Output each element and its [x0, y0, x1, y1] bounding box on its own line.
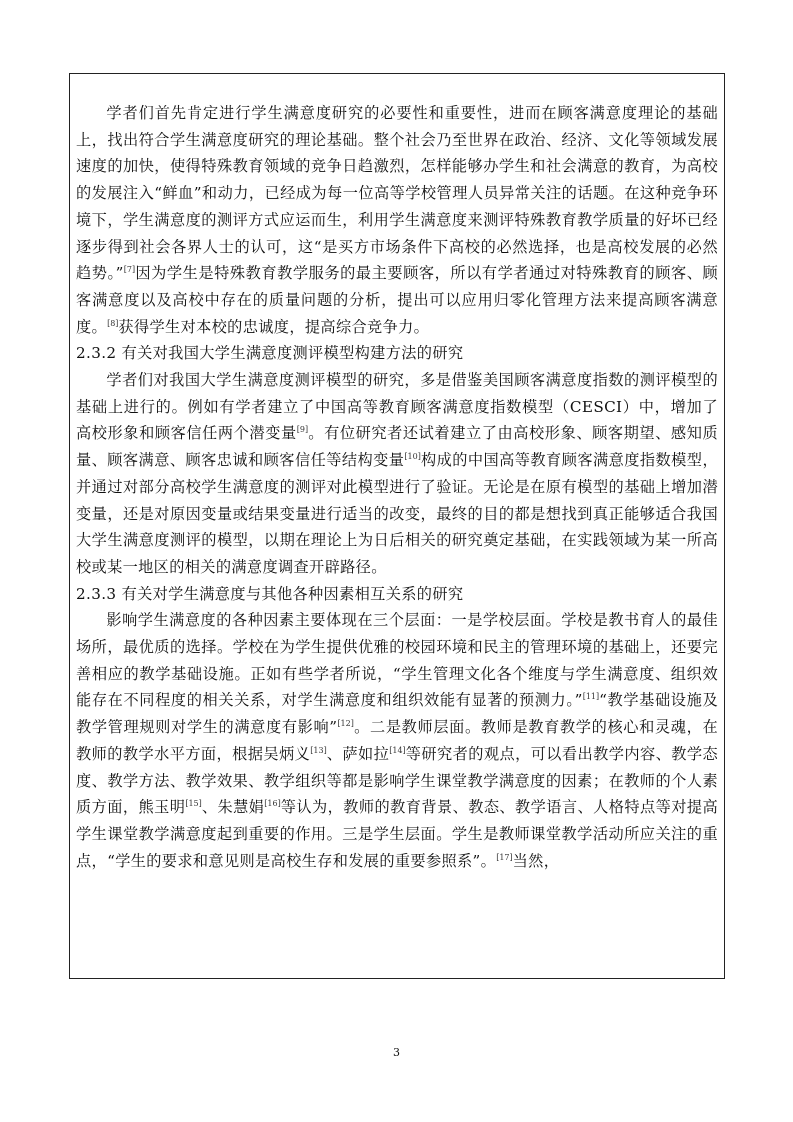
section-heading-2-3-2: 2.3.2 有关对我国大学生满意度测评模型构建方法的研究 [76, 344, 464, 363]
citation-ref: [14] [389, 745, 406, 755]
section-heading-2-3-3: 2.3.3 有关对学生满意度与其他各种因素相互关系的研究 [76, 584, 464, 603]
text-run: 获得学生对本校的忠诚度，提高综合竞争力。 [118, 317, 430, 336]
citation-ref: [11] [582, 692, 600, 702]
citation-ref: [10] [404, 452, 421, 462]
citation-ref: [7] [123, 265, 136, 275]
text-run: 当然， [512, 851, 560, 870]
citation-ref: [13] [310, 745, 327, 755]
text-run: 影响学生满意度的各种因素主要体现在三个层面：一是学校层面。学校是教书育人的最佳场所，最优质的选择。学校在为学生提供优雅的校园环境和民主的管理环境的基础上，还要完善相应的教学基础设施。正如有些学者所说，“学生管理文化各个维度与学生满意度、组织效能存在不同程度的相关关系，对学生满意度和组织效能有显著的预测力。” [76, 611, 718, 710]
text-run: 因为学生是特殊教育教学服务的最主要顾客，所以有学者通过对特殊教育的顾客、顾客满意度以及高校中存在的质量问题的分析，提出可以应用归零化管理方法来提高顾客满意度。 [76, 264, 718, 336]
text-run: 。二是教师层面。教师是教育教学的核心和灵魂，在教师的教学水平方面，根据吴炳义 [76, 718, 718, 763]
text-run: 、萨如拉 [326, 744, 390, 763]
citation-ref: [15] [185, 799, 202, 809]
paragraph-model-construction [76, 367, 718, 581]
text-run: 学者们对我国大学生满意度测评模型的研究，多是借鉴美国顾客满意度指数的测评模型的基础上进行的。例如有学者建立了中国高等教育顾客满意度指数模型（CESCI）中，增加了高校形象和顾客信任两个潜变量 [76, 371, 718, 443]
text-run: “教学基础设施及教学管理规则对学生的满意度有影响” [76, 691, 718, 737]
text-run: 等认为，教师的教育背景、教态、教学语言、人格特点等对提高学生课堂教学满意度起到重要的作用。三是学生层面。学生是教师课堂教学活动所应关注的重点，“学生的要求和意见则是高校生存和发展的重要参照系”。 [76, 798, 718, 870]
citation-ref: [9] [296, 425, 309, 435]
text-run: 构成的中国高等教育顾客满意度指数模型，并通过对部分高校学生满意度的测评对此模型进行了验证。无论是在原有模型的基础上增加潜变量，还是对原因变量或结果变量进行适当的改变，最终的目的都是想找到真正能够适合我国大学生满意度测评的模型，以期在理论上为日后相关的研究奠定基础，在实践领域为某一所高校或某一地区的相关的满意度调查开辟路径。 [76, 451, 718, 576]
text-run: 学者们首先肯定进行学生满意度研究的必要性和重要性，进而在顾客满意度理论的基础上，找出符合学生满意度研究的理论基础。整个社会乃至世界在政治、经济、文化等领域发展速度的加快，使得特殊教育领域的竞争日趋激烈，怎样能够办学生和社会满意的教育，为高校的发展注入“鲜血”和动力，已经成为每一位高等学校管理人员异常关注的话题。在这种竞争环境下，学生满意度的测评方式应运而生，利用学生满意度来测评特殊教育教学质量的好坏已经逐步得到社会各界人士的认可，这“是买方市场条件下高校的必然选择，也是高校发展的必然趋势。” [76, 104, 718, 283]
citation-ref: [8] [107, 318, 119, 328]
paragraph-satisfaction-necessity [76, 100, 718, 340]
citation-ref: [16] [264, 799, 281, 809]
citation-ref: [17] [496, 852, 513, 862]
text-run: 、朱慧娟 [201, 798, 265, 817]
text-run: 。有位研究者还试着建立了由高校形象、顾客期望、感知质量、顾客满意、顾客忠诚和顾客信任等结构变量 [76, 424, 718, 470]
text-run: 等研究者的观点，可以看出教学内容、教学态度、教学方法、教学效果、教学组织等都是影响学生课堂教学满意度的因素；在教师的个人素质方面，熊玉明 [76, 744, 719, 817]
document-body [76, 100, 718, 874]
paragraph-influencing-factors [76, 607, 718, 874]
page-number: 3 [393, 1046, 400, 1059]
citation-ref: [12] [337, 719, 354, 729]
